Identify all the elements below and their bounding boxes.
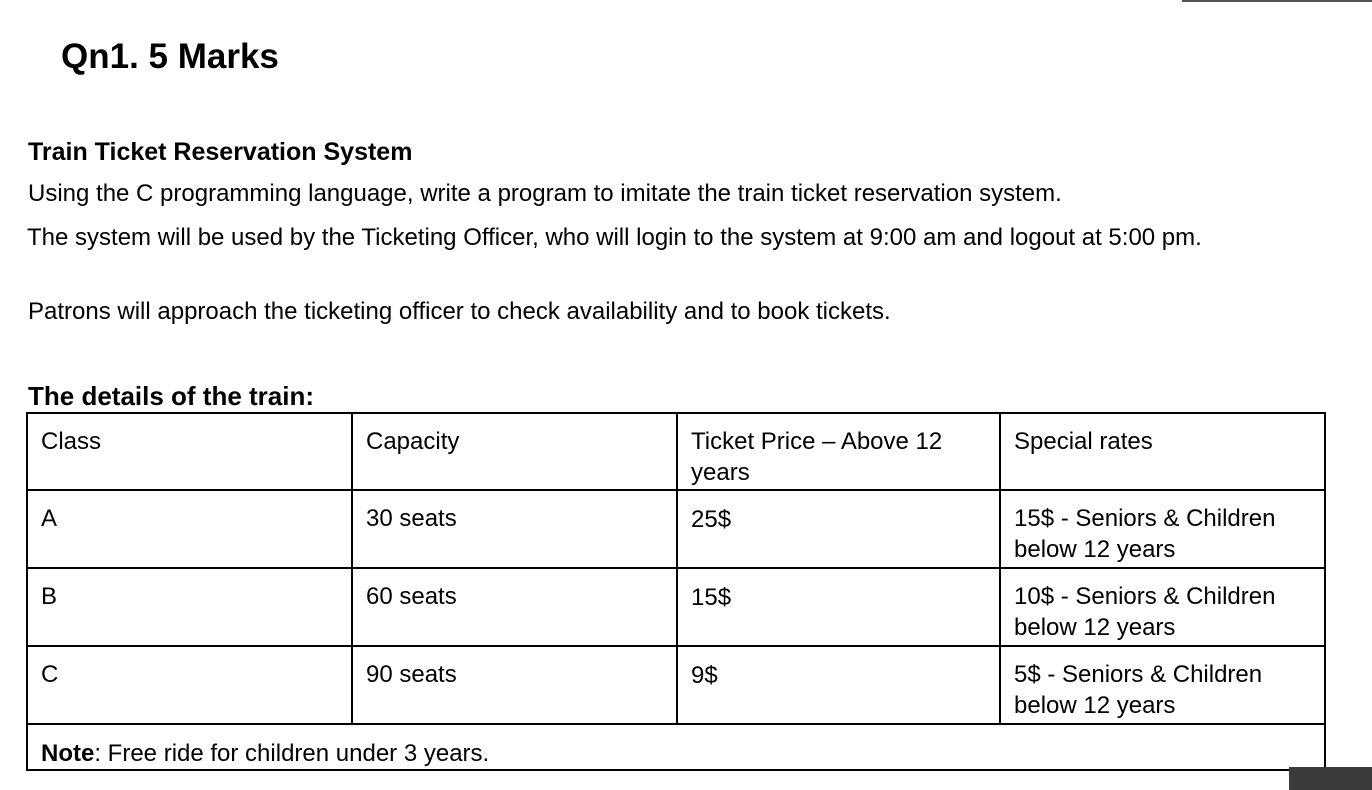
column-header-capacity: Capacity — [352, 413, 677, 490]
instruction-paragraph-2: The system will be used by the Ticketing Officer, who will login to the system at 9:00 am and logout at 5:00 pm. — [27, 224, 1202, 251]
corner-block — [1289, 767, 1372, 790]
column-header-class: Class — [27, 413, 352, 490]
system-title: Train Ticket Reservation System — [28, 138, 413, 166]
note-label: Note — [41, 740, 95, 767]
capacity-cell: 30 seats — [352, 490, 677, 568]
instruction-paragraph-3: Patrons will approach the ticketing officer to check availability and to book tickets. — [28, 298, 891, 325]
ticket-price-cell: 15$ — [677, 568, 1000, 646]
instruction-paragraph-1: Using the C programming language, write a program to imitate the train ticket reservation system. — [28, 180, 1062, 207]
special-rate-cell: 15$ - Seniors & Children below 12 years — [1000, 490, 1325, 568]
table-row — [27, 490, 1325, 568]
capacity-cell: 60 seats — [352, 568, 677, 646]
class-cell: C — [27, 646, 352, 724]
special-rate-cell: 5$ - Seniors & Children below 12 years — [1000, 646, 1325, 724]
train-details-table — [26, 412, 1326, 771]
capacity-cell: 90 seats — [352, 646, 677, 724]
table-header-row — [27, 413, 1325, 490]
note-cell — [27, 724, 1325, 770]
question-heading: Qn1. 5 Marks — [61, 37, 279, 76]
class-cell: B — [27, 568, 352, 646]
special-rate-cell: 10$ - Seniors & Children below 12 years — [1000, 568, 1325, 646]
top-rule — [1182, 0, 1372, 2]
table-note-row — [27, 724, 1325, 770]
column-header-ticket-price: Ticket Price – Above 12 years — [677, 413, 1000, 490]
ticket-price-cell: 9$ — [677, 646, 1000, 724]
table-row — [27, 568, 1325, 646]
ticket-price-cell: 25$ — [677, 490, 1000, 568]
column-header-special-rates: Special rates — [1000, 413, 1325, 490]
table-row — [27, 646, 1325, 724]
train-details-label: The details of the train: — [28, 381, 315, 411]
note-text: : Free ride for children under 3 years. — [94, 740, 490, 767]
class-cell: A — [27, 490, 352, 568]
